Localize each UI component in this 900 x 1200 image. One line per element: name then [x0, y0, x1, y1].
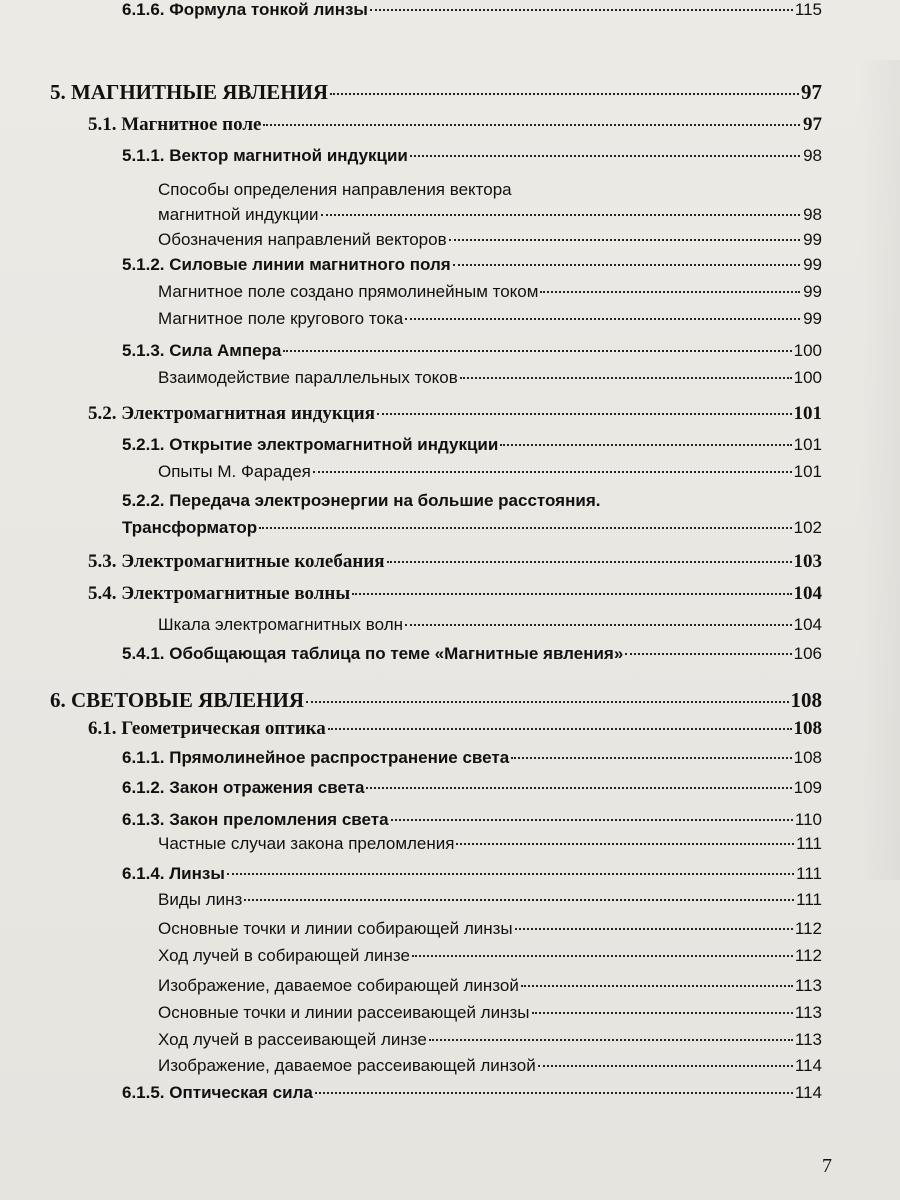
toc-entry-page: 97 [803, 114, 822, 135]
toc-entry-page: 108 [793, 718, 822, 739]
toc-entry[interactable] [122, 1083, 822, 1103]
toc-entry-page: 115 [794, 0, 822, 19]
toc-entry-title: Изображение, даваемое собирающей линзой [158, 976, 519, 995]
dot-leader [532, 1012, 793, 1014]
toc-entry[interactable] [122, 518, 822, 538]
toc-entry-page: 101 [793, 462, 822, 481]
toc-entry-page: 100 [793, 341, 822, 360]
toc-entry-page: 98 [803, 205, 822, 224]
toc-entry-title: 5.1. Магнитное поле [88, 114, 262, 135]
toc-entry[interactable] [158, 615, 822, 635]
toc-entry-page: 104 [793, 615, 822, 634]
toc-entry-title: 6.1.6. Формула тонкой линзы [122, 0, 368, 19]
toc-entry-title: Шкала электромагнитных волн [158, 615, 404, 634]
dot-leader [500, 444, 791, 446]
dot-leader [244, 899, 794, 901]
toc-entry-title: 6.1. Геометрическая оптика [88, 718, 326, 739]
toc-entry[interactable] [122, 435, 822, 455]
dot-leader [366, 787, 791, 789]
toc-entry-title: 5.1.3. Сила Ампера [122, 341, 282, 360]
toc-entry-line1: Способы определения направления вектора [158, 180, 512, 199]
toc-entry-title: 6.1.1. Прямолинейное распространение света [122, 748, 510, 767]
dot-leader [538, 1065, 793, 1067]
dot-leader [405, 624, 792, 626]
dot-leader [412, 955, 793, 957]
toc-entry[interactable] [122, 748, 822, 768]
dot-leader [460, 377, 792, 379]
dot-leader [227, 873, 794, 875]
dot-leader [391, 819, 793, 821]
toc-entry-page: 103 [793, 551, 822, 572]
toc-entry[interactable] [158, 976, 822, 996]
toc-entry-page: 112 [794, 946, 822, 965]
toc-entry[interactable] [158, 890, 822, 910]
dot-leader [405, 318, 800, 320]
toc-entry[interactable] [122, 810, 822, 830]
toc-entry-title: Трансформатор [122, 518, 258, 537]
toc-entry-title: 5. МАГНИТНЫЕ ЯВЛЕНИЯ [50, 80, 329, 104]
toc-entry-title: 6. СВЕТОВЫЕ ЯВЛЕНИЯ [50, 688, 304, 712]
toc-entry-page: 102 [793, 518, 822, 537]
toc-entry[interactable] [88, 114, 822, 136]
toc-entry-title: 6.1.5. Оптическая сила [122, 1083, 313, 1102]
toc-entry[interactable] [158, 834, 822, 854]
toc-entry-title: 5.2. Электромагнитная индукция [88, 403, 375, 424]
toc-entry-line1: 5.2.2. Передача электроэнергии на большие расстояния. [122, 491, 601, 510]
toc-entry[interactable] [158, 946, 822, 966]
toc-entry-page: 101 [793, 403, 822, 424]
dot-leader [306, 701, 789, 703]
toc-entry-page: 111 [796, 890, 822, 909]
toc-entry-page: 106 [793, 644, 822, 663]
toc-entry[interactable] [122, 146, 822, 166]
toc-entry[interactable] [158, 1056, 822, 1076]
toc-entry[interactable] [122, 0, 822, 20]
toc-entry-title: Ход лучей в рассеивающей линзе [158, 1030, 427, 1049]
dot-leader [511, 757, 791, 759]
dot-leader [328, 728, 792, 730]
toc-entry-title: 5.4. Электромагнитные волны [88, 583, 351, 604]
toc-entry-title: 6.1.2. Закон отражения света [122, 778, 365, 797]
toc-entry[interactable] [122, 644, 822, 664]
toc-entry-title: Магнитное поле создано прямолинейным током [158, 282, 539, 301]
toc-entry[interactable] [158, 230, 822, 250]
toc-entry-page: 99 [803, 309, 822, 328]
toc-entry-title: 5.1.1. Вектор магнитной индукции [122, 146, 408, 165]
toc-entry-page: 113 [794, 1030, 822, 1049]
toc-entry-title: 5.4.1. Обобщающая таблица по теме «Магнитные явления» [122, 644, 624, 663]
toc-entry[interactable] [158, 1030, 822, 1050]
toc-entry[interactable] [158, 1003, 822, 1023]
toc-entry-page: 109 [793, 778, 822, 797]
toc-entry-title: 5.3. Электромагнитные колебания [88, 551, 385, 572]
dot-leader [370, 9, 793, 11]
toc-entry[interactable] [88, 551, 822, 573]
dot-leader [456, 843, 794, 845]
toc-entry-title: Обозначения направлений векторов [158, 230, 447, 249]
dot-leader [352, 593, 791, 595]
toc-entry[interactable] [122, 341, 822, 361]
toc-entry-title: Ход лучей в собирающей линзе [158, 946, 410, 965]
dot-leader [313, 471, 792, 473]
dot-leader [410, 155, 800, 157]
toc-entry-title: 6.1.4. Линзы [122, 864, 225, 883]
toc-entry-page: 100 [793, 368, 822, 387]
toc-entry[interactable] [158, 368, 822, 388]
toc-entry[interactable] [50, 688, 822, 713]
toc-entry[interactable] [88, 718, 822, 740]
dot-leader [429, 1039, 793, 1041]
toc-entry-title: 6.1.3. Закон преломления света [122, 810, 389, 829]
toc-entry-title: Частные случаи закона преломления [158, 834, 455, 853]
toc-entry-title: Изображение, даваемое рассеивающей линзой [158, 1056, 536, 1075]
toc-entry-page: 98 [803, 146, 822, 165]
toc-entry[interactable] [158, 282, 822, 302]
toc-entry-page: 113 [794, 976, 822, 995]
toc-entry-title: Опыты М. Фарадея [158, 462, 311, 481]
toc-entry-page: 104 [793, 583, 822, 604]
dot-leader [453, 264, 800, 266]
dot-leader [377, 413, 792, 415]
dot-leader [321, 214, 800, 216]
toc-entry-page: 111 [796, 864, 822, 883]
dot-leader [515, 928, 793, 930]
dot-leader [259, 527, 791, 529]
toc-entry-title: 5.1.2. Силовые линии магнитного поля [122, 255, 451, 274]
toc-entry[interactable] [122, 255, 822, 275]
toc-entry-page: 108 [793, 748, 822, 767]
toc-entry[interactable] [158, 462, 822, 482]
dot-leader [283, 350, 791, 352]
toc-entry-title: 5.2.1. Открытие электромагнитной индукции [122, 435, 499, 454]
toc-entry-title: Взаимодействие параллельных токов [158, 368, 458, 387]
toc-entry-title: Виды линз [158, 890, 243, 909]
dot-leader [521, 985, 793, 987]
toc-entry[interactable] [122, 778, 822, 798]
toc-entry-page: 108 [790, 688, 822, 712]
toc-entry[interactable] [158, 309, 822, 329]
toc-entry-page: 114 [794, 1056, 822, 1075]
toc-entry-title: магнитной индукции [158, 205, 319, 224]
toc-entry-page: 97 [801, 80, 822, 104]
toc-entry-page: 99 [803, 255, 822, 274]
dot-leader [315, 1092, 793, 1094]
toc-entry-page: 110 [794, 810, 822, 829]
toc-entry-page: 99 [803, 230, 822, 249]
toc-entry-title: Основные точки и линии собирающей линзы [158, 919, 513, 938]
toc-entry-page: 111 [796, 834, 822, 853]
dot-leader [625, 653, 791, 655]
toc-entry[interactable] [88, 403, 822, 425]
dot-leader [387, 561, 792, 563]
toc-entry[interactable] [158, 205, 822, 225]
dot-leader [540, 291, 800, 293]
toc-entry[interactable] [158, 919, 822, 939]
toc-entry[interactable] [122, 864, 822, 884]
toc-entry-title: Магнитное поле кругового тока [158, 309, 404, 328]
dot-leader [330, 93, 799, 95]
page-number: 7 [822, 1155, 832, 1177]
toc-entry-page: 112 [794, 919, 822, 938]
toc-entry-title: Основные точки и линии рассеивающей линзы [158, 1003, 530, 1022]
toc-entry[interactable] [88, 583, 822, 605]
toc-entry-page: 99 [803, 282, 822, 301]
toc-entry-page: 114 [794, 1083, 822, 1102]
toc-entry-page: 113 [794, 1003, 822, 1022]
dot-leader [449, 239, 800, 241]
toc-entry[interactable] [50, 80, 822, 105]
dot-leader [263, 124, 800, 126]
toc-entry-page: 101 [793, 435, 822, 454]
page-edge-shadow [860, 60, 900, 880]
